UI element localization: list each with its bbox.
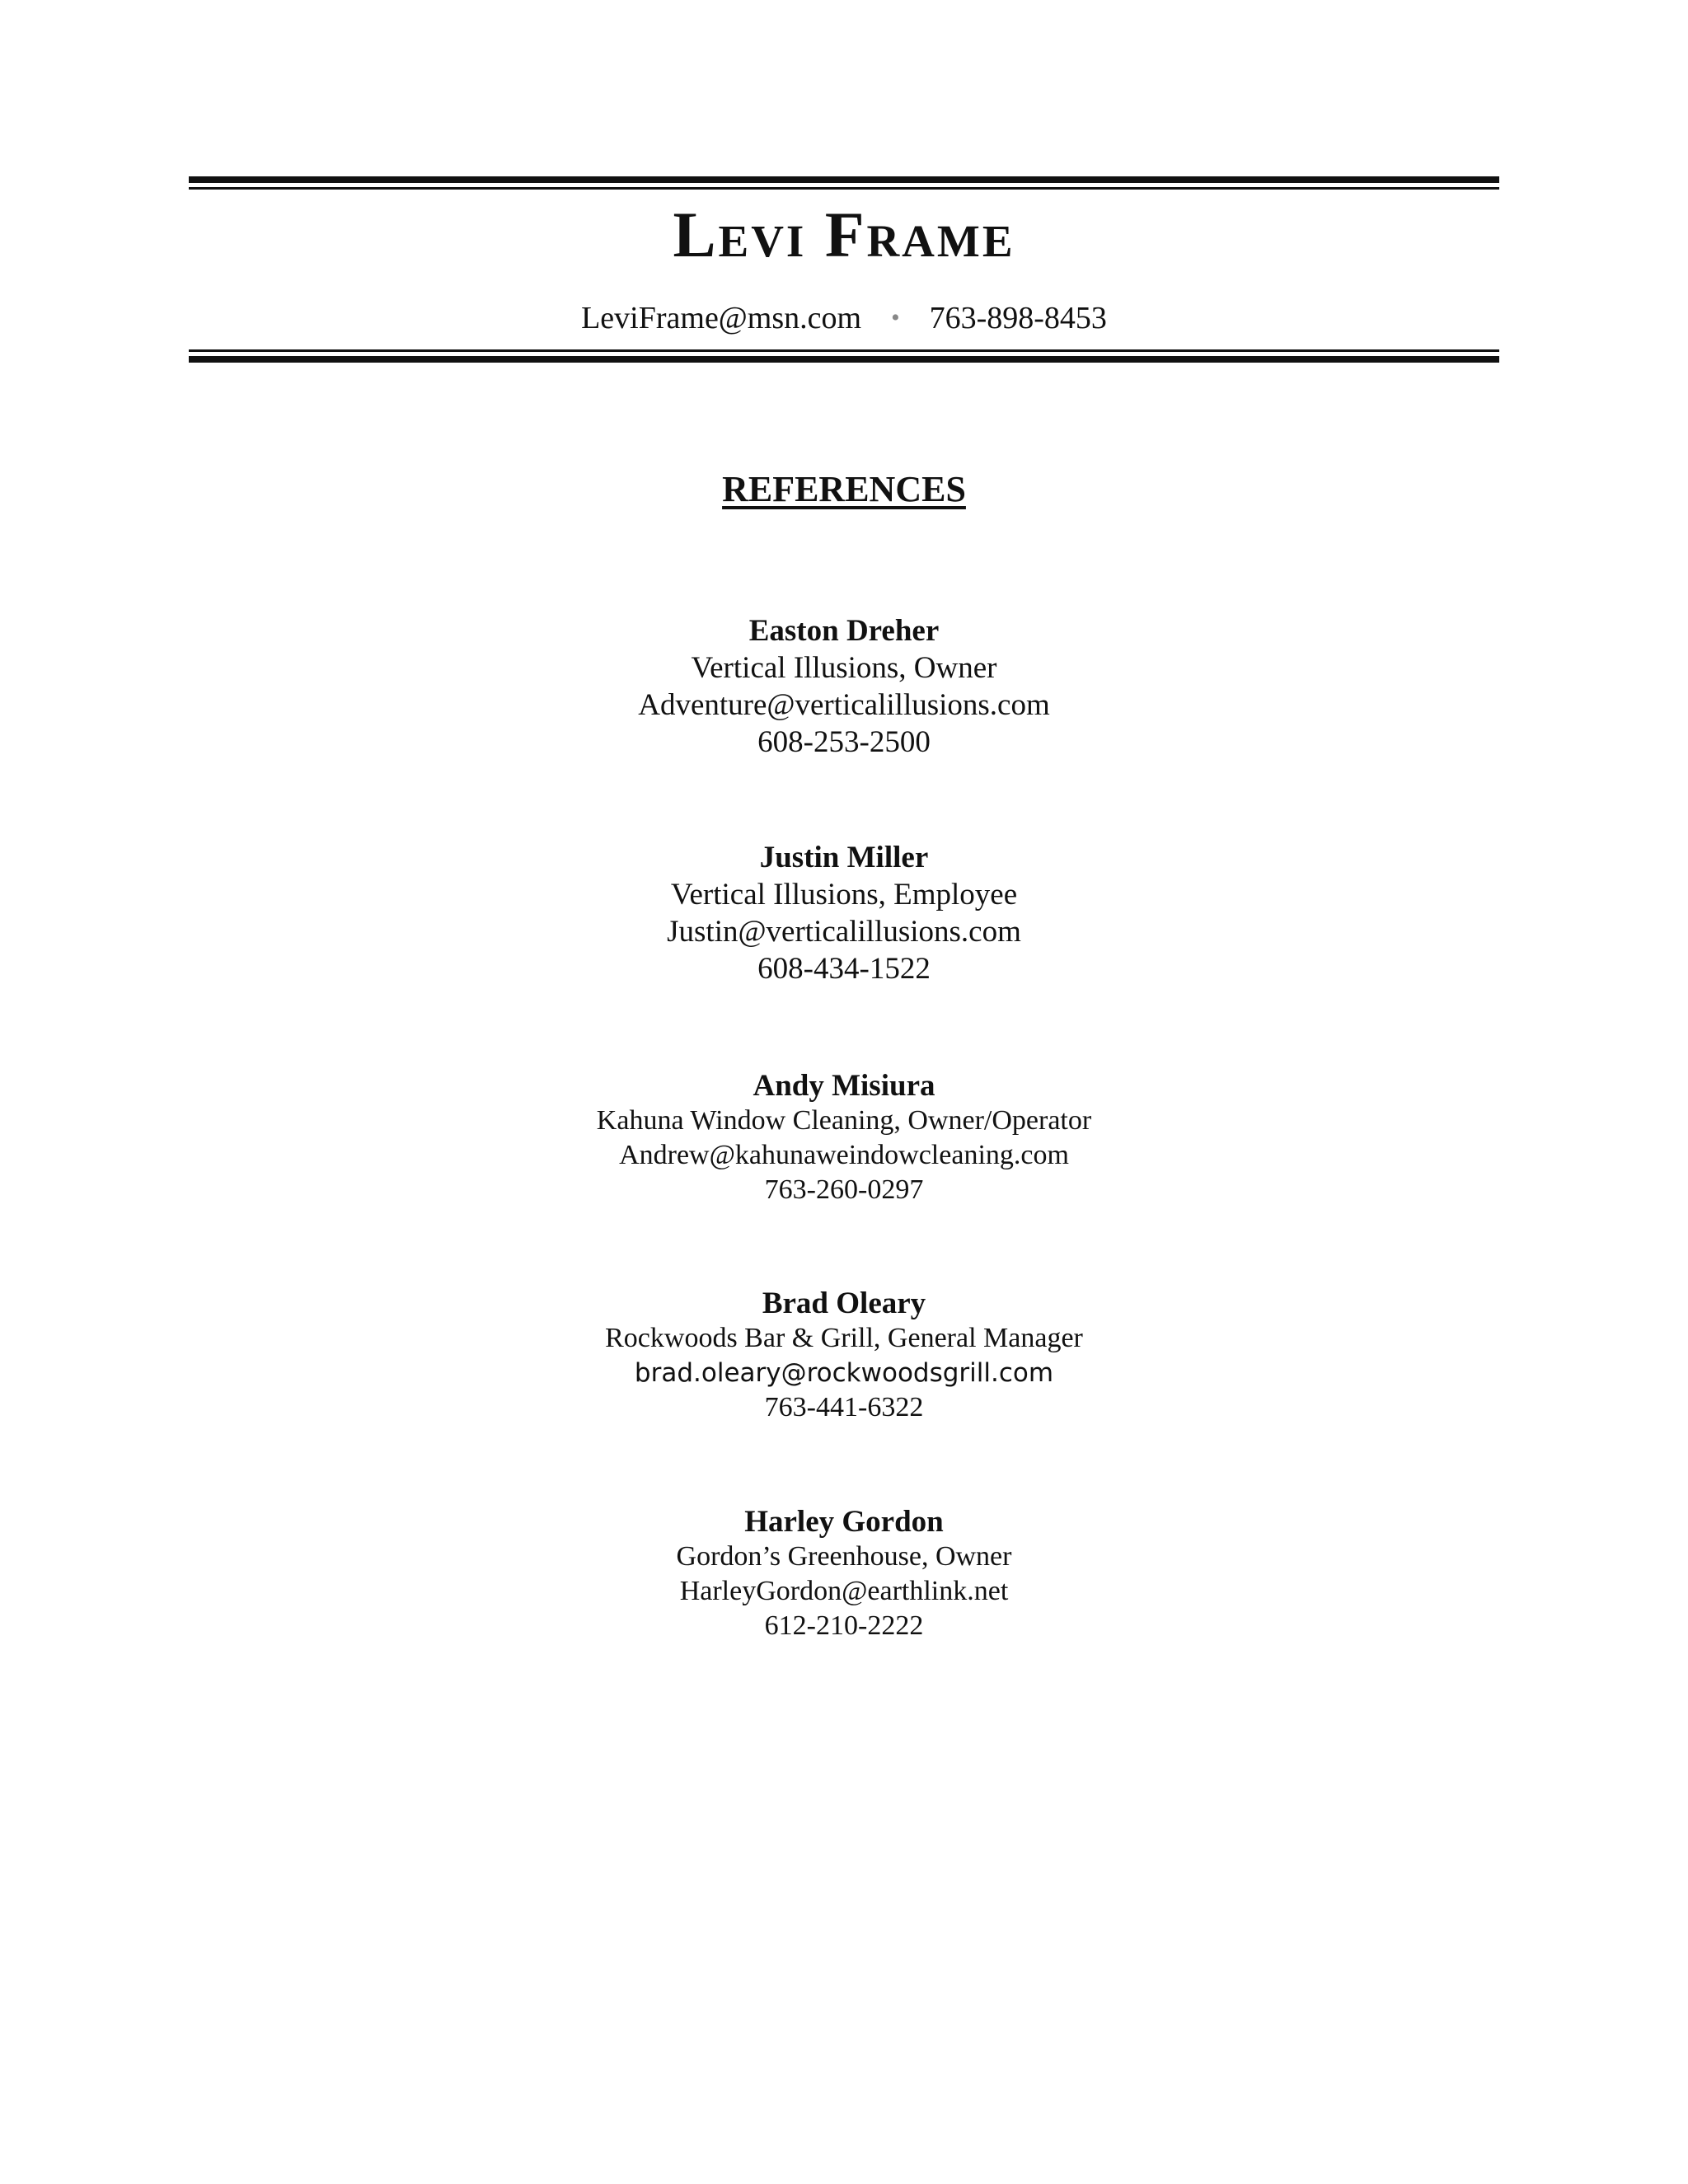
reference-title: Vertical Illusions, Employee (670, 878, 1018, 912)
reference-phone: 763-260-0297 (764, 1174, 924, 1205)
reference-phone: 608-253-2500 (757, 725, 931, 759)
reference-entry (0, 1505, 1688, 1643)
thin-rule (189, 187, 1499, 190)
reference-email: Adventure@verticalillusions.com (638, 688, 1050, 722)
reference-title: Rockwoods Bar & Grill, General Manager (605, 1323, 1083, 1353)
reference-title: Kahuna Window Cleaning, Owner/Operator (596, 1105, 1092, 1136)
separator-dot: • (891, 304, 900, 331)
applicant-name: Levi Frame (673, 199, 1015, 270)
thin-rule (189, 349, 1499, 352)
contact-line (0, 302, 1688, 334)
applicant-phone: 763-898-8453 (929, 301, 1107, 335)
header-top-rule (189, 176, 1499, 190)
thick-rule (189, 176, 1499, 183)
applicant-email: LeviFrame@msn.com (581, 301, 862, 335)
reference-name: Harley Gordon (744, 1505, 944, 1539)
reference-email: Andrew@kahunaweindowcleaning.com (619, 1140, 1069, 1170)
reference-entry (0, 1286, 1688, 1425)
reference-name: Brad Oleary (762, 1286, 926, 1320)
reference-email: HarleyGordon@earthlink.net (679, 1576, 1009, 1606)
reference-name: Justin Miller (759, 841, 929, 874)
reference-title: Vertical Illusions, Owner (691, 651, 997, 685)
reference-entry (0, 1069, 1688, 1207)
header-bottom-rule (189, 349, 1499, 363)
reference-phone: 612-210-2222 (764, 1610, 924, 1641)
reference-title: Gordon’s Greenhouse, Owner (676, 1541, 1012, 1572)
reference-entry (0, 839, 1688, 987)
reference-name: Andy Misiura (753, 1069, 935, 1103)
reference-name: Easton Dreher (748, 614, 940, 648)
reference-phone: 608-434-1522 (757, 952, 931, 986)
reference-email: brad.oleary@rockwoodsgrill.com (634, 1358, 1054, 1388)
reference-phone: 763-441-6322 (764, 1392, 924, 1422)
thick-rule (189, 356, 1499, 363)
reference-email: Justin@verticalillusions.com (667, 915, 1021, 949)
references-heading: REFERENCES (722, 469, 966, 509)
reference-entry (0, 612, 1688, 761)
